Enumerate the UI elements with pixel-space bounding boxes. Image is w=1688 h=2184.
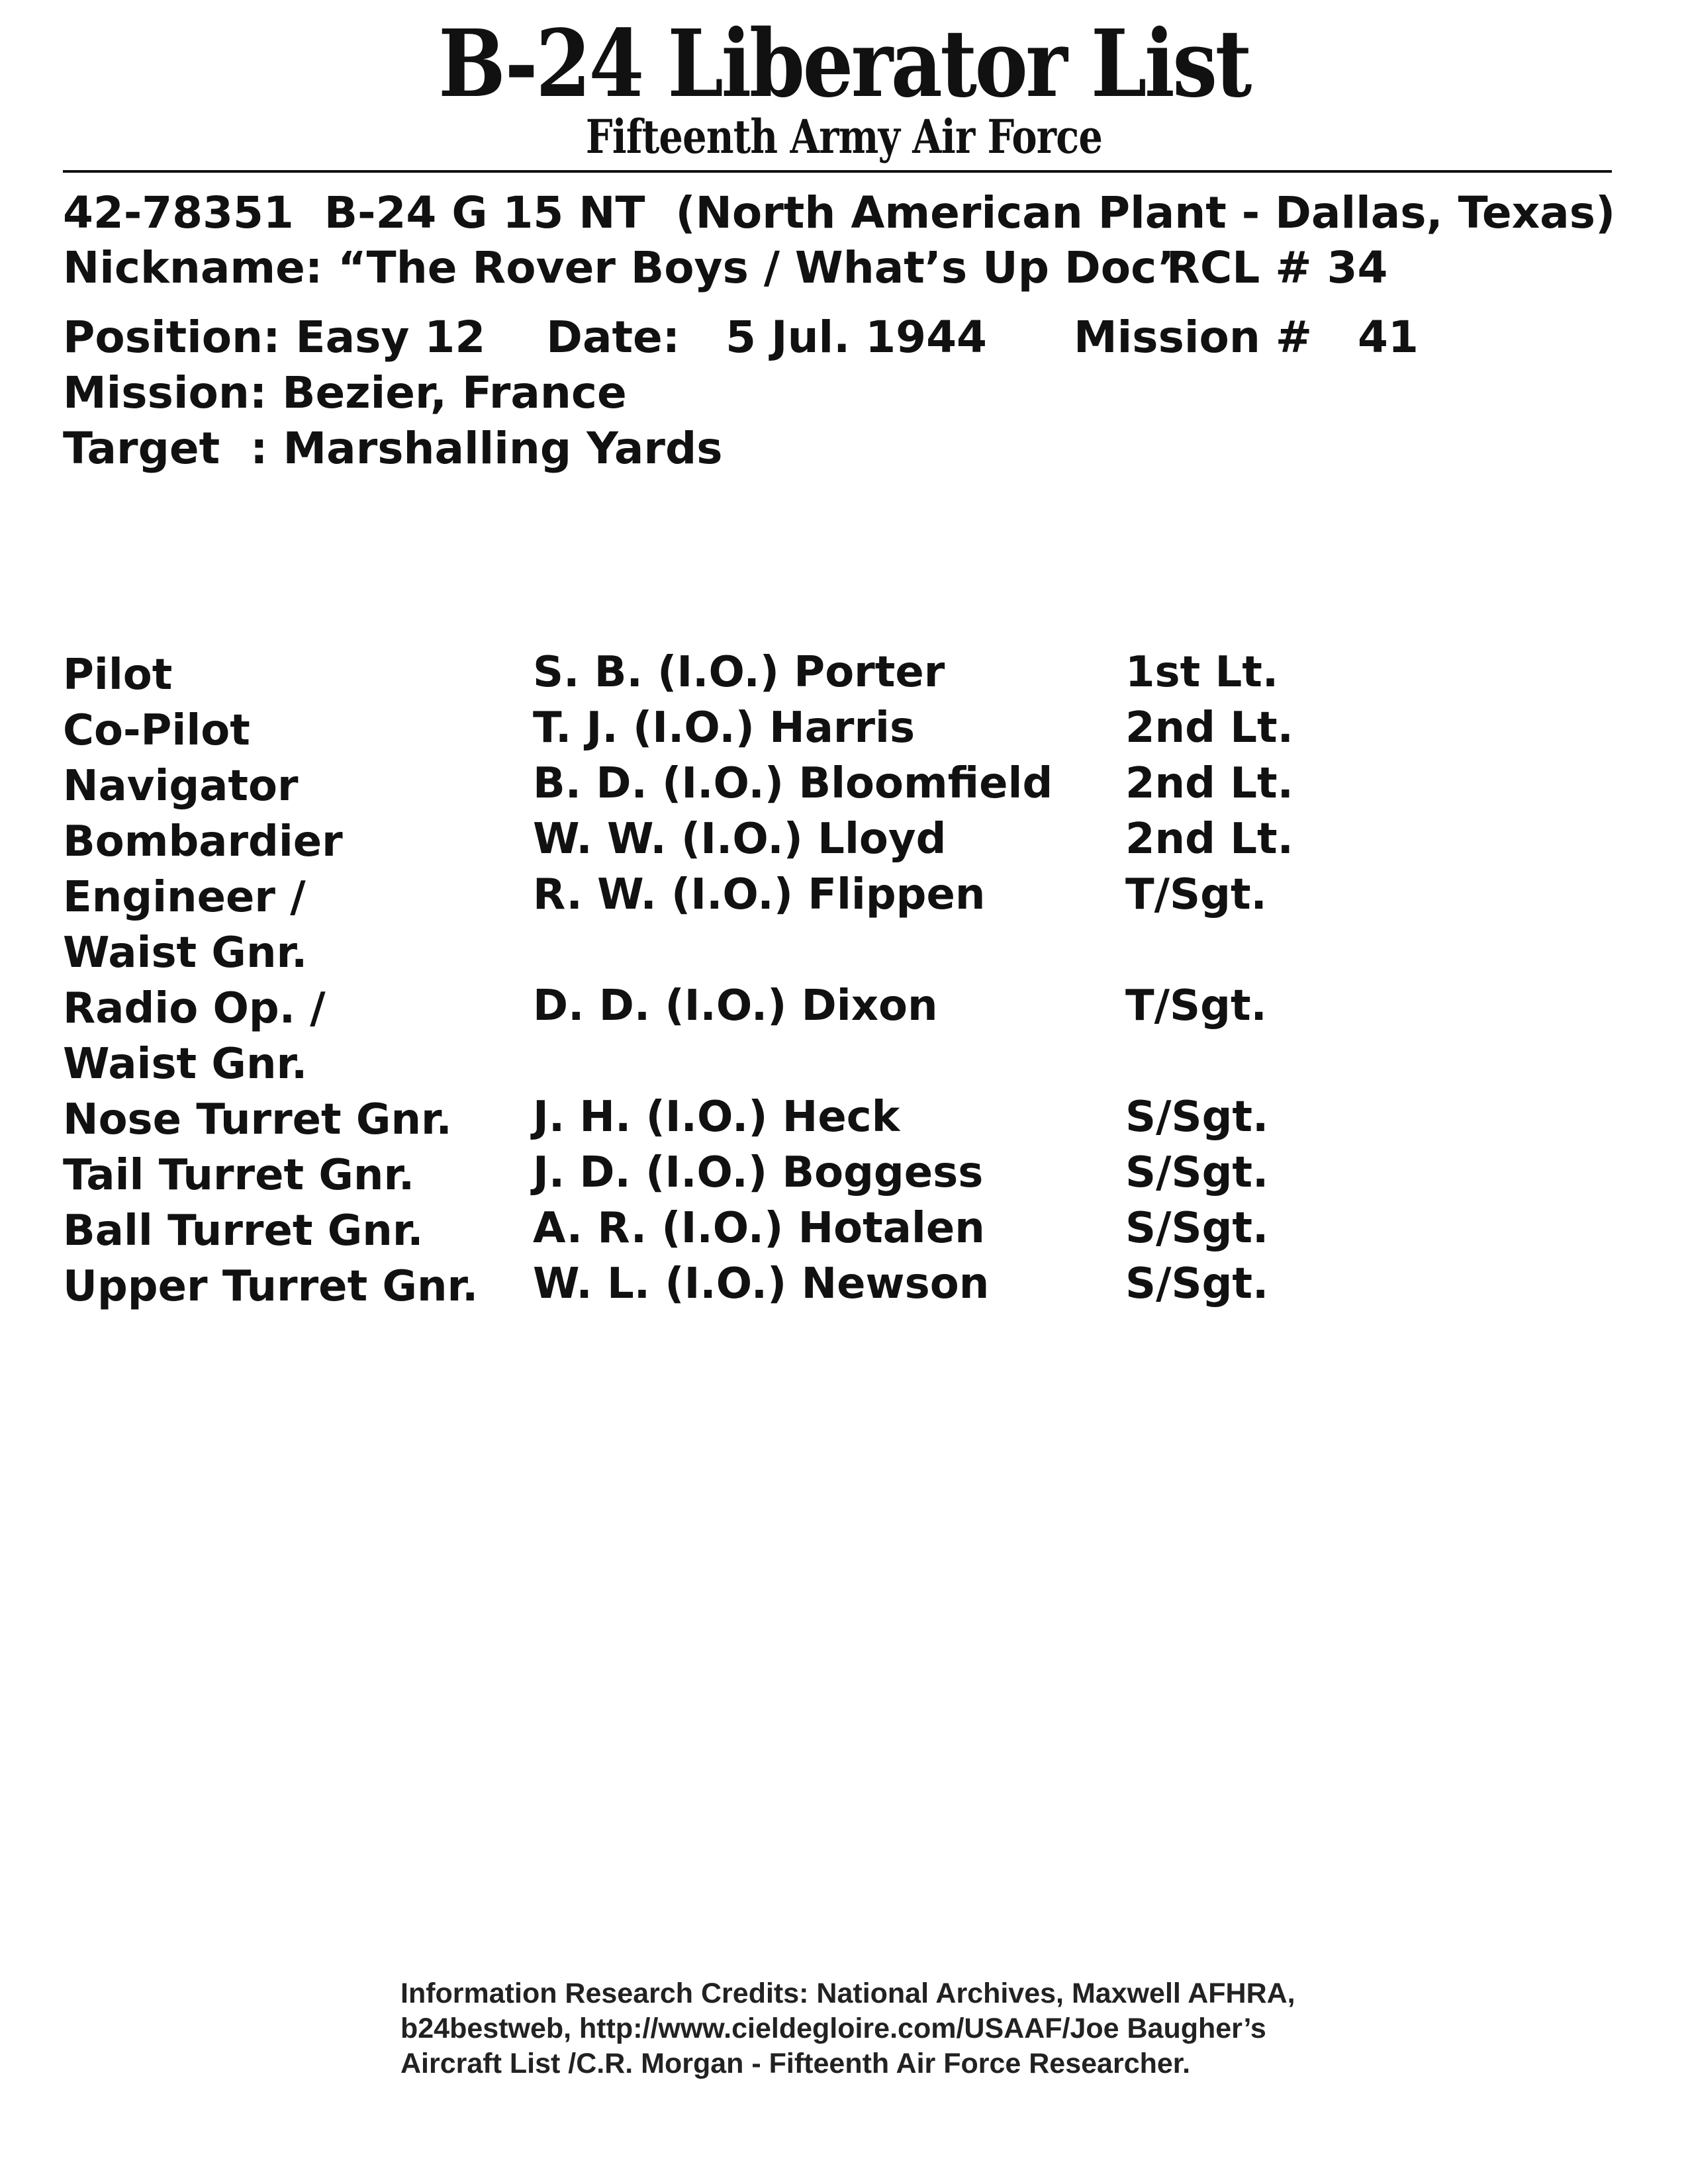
crew-name: T. J. (I.O.) Harris: [533, 704, 915, 752]
rcl-number: RCL # 34: [1166, 242, 1388, 293]
credits-line: Aircraft List /C.R. Morgan - Fifteenth Air Force Researcher.: [400, 2048, 1191, 2079]
crew-rank: 2nd Lt.: [1125, 704, 1293, 752]
crew-rank: S/Sgt.: [1125, 1259, 1269, 1308]
crew-name: J. H. (I.O.) Heck: [533, 1093, 900, 1142]
crew-name: W. L. (I.O.) Newson: [533, 1259, 990, 1308]
crew-name: W. W. (I.O.) Lloyd: [533, 815, 947, 864]
crew-role: Tail Turret Gnr.: [63, 1151, 415, 1200]
header-divider: [63, 170, 1612, 173]
crew-role: Ball Turret Gnr.: [63, 1206, 424, 1255]
crew-role: Co-Pilot: [63, 706, 250, 755]
crew-rank: 1st Lt.: [1125, 648, 1279, 697]
aircraft-serial-line: 42-78351 B-24 G 15 NT (North American Plant - Dallas, Texas): [63, 187, 1616, 238]
crew-role-continued: Waist Gnr.: [63, 1040, 308, 1089]
crew-name: A. R. (I.O.) Hotalen: [533, 1204, 985, 1253]
crew-rank: 2nd Lt.: [1125, 815, 1293, 864]
crew-role-continued: Waist Gnr.: [63, 929, 308, 978]
crew-rank: S/Sgt.: [1125, 1148, 1269, 1197]
crew-rank: S/Sgt.: [1125, 1204, 1269, 1253]
crew-name: J. D. (I.O.) Boggess: [533, 1148, 984, 1197]
credits-line: b24bestweb, http://www.cieldegloire.com/USAAF/Joe Baugher’s: [400, 2013, 1266, 2044]
crew-name: B. D. (I.O.) Bloomfield: [533, 759, 1053, 808]
crew-role: Engineer /: [63, 873, 306, 922]
target-line: Target : Marshalling Yards: [63, 423, 723, 474]
crew-rank: T/Sgt.: [1125, 981, 1267, 1030]
crew-rank: 2nd Lt.: [1125, 759, 1293, 808]
crew-name: D. D. (I.O.) Dixon: [533, 981, 938, 1030]
crew-role: Navigator: [63, 762, 299, 811]
crew-role: Bombardier: [63, 817, 343, 866]
credits-line: Information Research Credits: National Archives, Maxwell AFHRA,: [400, 1978, 1295, 2009]
research-credits: [400, 1976, 1460, 2081]
crew-rank: T/Sgt.: [1125, 870, 1267, 919]
crew-role: Upper Turret Gnr.: [63, 1262, 479, 1311]
crew-role: Radio Op. /: [63, 984, 326, 1033]
crew-role: Nose Turret Gnr.: [63, 1095, 452, 1144]
mission-line: Mission: Bezier, France: [63, 367, 627, 418]
page-title: B-24 Liberator List: [438, 10, 1250, 118]
crew-rank: S/Sgt.: [1125, 1093, 1269, 1142]
mission-number: Mission # 41: [1074, 312, 1419, 363]
position-date-line: Position: Easy 12 Date: 5 Jul. 1944: [63, 312, 987, 363]
crew-name: S. B. (I.O.) Porter: [533, 648, 945, 697]
page-subtitle: Fifteenth Army Air Force: [585, 109, 1103, 164]
crew-name: R. W. (I.O.) Flippen: [533, 870, 986, 919]
nickname-line: Nickname: “The Rover Boys / What’s Up Doc”: [63, 242, 1186, 293]
crew-role: Pilot: [63, 651, 173, 700]
